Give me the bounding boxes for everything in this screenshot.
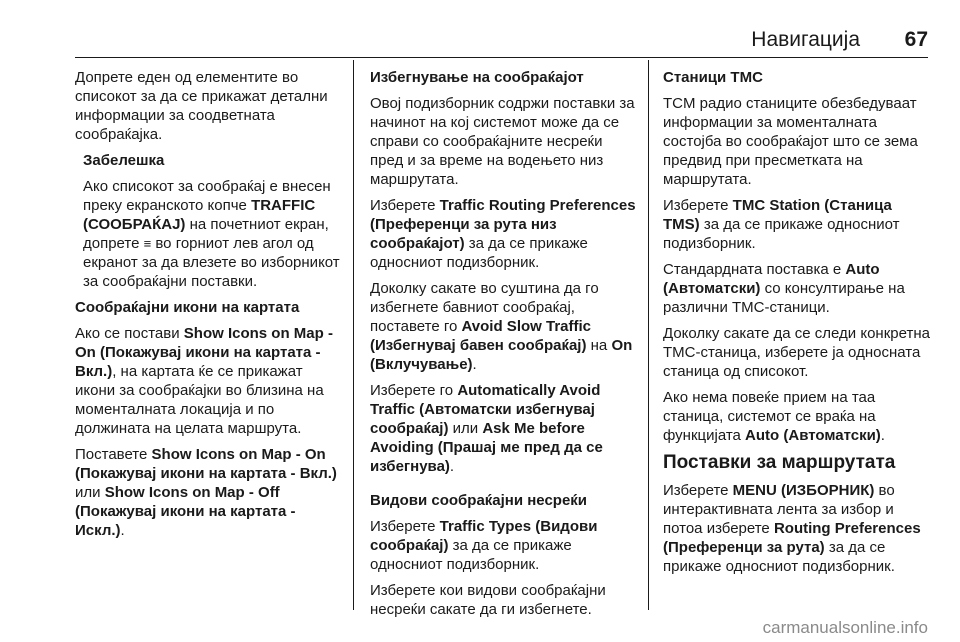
paragraph: Ако нема повеќе прием на таа станица, системот се враќа на функцијата Auto (Автоматски). (663, 389, 885, 444)
column-divider (648, 60, 649, 610)
paragraph: Изберете го Automatically Avoid Traffic (Автоматски избегнувај сообраќај) или Ask Me before Avoiding (Прашај ме пред да се избегнува). (370, 382, 603, 475)
note-box (75, 151, 345, 291)
note-text: Ако списокот за сообраќај е внесен преку екранското копче TRAFFIC (СООБРАЌАЈ) на почетниот екран, допрете ≡ во горниот лев агол од екранот за да влезете во изборникот за сообраќајни поставки. (83, 178, 340, 290)
paragraph: Поставете Show Icons on Map - On (Покажувај икони на картата - Вкл.) или Show Icons on Map - Off (Покажувај икони на картата - Искл.). (75, 446, 337, 539)
header-divider (75, 57, 928, 58)
subheading-tmc: Станици TMC (663, 69, 763, 86)
subheading-icons: Сообраќајни икони на картата (75, 299, 300, 316)
column-left (75, 68, 345, 547)
paragraph: Изберете Traffic Routing Preferences (Преференци за рута низ сообраќајот) за да се прикаже односниот подизборник. (370, 197, 636, 271)
menu-icon: ≡ (143, 236, 152, 251)
subheading-traffic-types: Видови сообраќајни несреќи (370, 492, 588, 509)
paragraph: Доколку сакате да се следи конкретна TMC-станица, изберете ја односната станица од списокот. (663, 325, 930, 380)
subheading-avoid-traffic: Избегнување на сообраќајот (370, 69, 584, 86)
paragraph: Изберете MENU (ИЗБОРНИК) во интерактивната лента за избор и потоа изберете Routing Preferences (Преференци за рута) за да се прикаже односниот подизборник. (663, 482, 921, 575)
column-middle (370, 68, 636, 626)
paragraph: Овој подизборник содржи поставки за начинот на кој системот може да се справи со сообраќајните несреќи пред и за време на водењето низ маршрутата. (370, 95, 635, 188)
paragraph: Изберете кои видови сообраќајни несреќи сакате да ги избегнете. (370, 582, 606, 618)
column-divider (353, 60, 354, 610)
paragraph: Стандардната поставка е Auto (Автоматски) со консултирање на различни TMC-станици. (663, 261, 905, 316)
paragraph: Изберете Traffic Types (Видови сообраќај) за да се прикаже односниот подизборник. (370, 518, 598, 573)
paragraph: Доколку сакате во суштина да го избегнете бавниот сообраќај, поставете го Avoid Slow Traffic (Избегнувај бавен сообраќај) на On (Вклучување). (370, 280, 633, 373)
paragraph: Ако се постави Show Icons on Map - On (Покажувај икони на картата - Вкл.), на картата ќе се прикажат икони за сообраќајки во близина на моменталната локација и по должината на целата маршрута. (75, 325, 333, 437)
chapter-title: Навигација (751, 28, 860, 51)
paragraph: TCM радио станиците обезбедуваат информации за моменталната состојба во сообраќајот што се зема предвид при пресметката на маршрутата. (663, 95, 918, 188)
paragraph: Допрете еден од елементите во списокот за да се прикажат детални информации за соодветната сообраќајка. (75, 69, 328, 143)
paragraph: Изберете TMC Station (Станица TMS) за да се прикаже односниот подизборник. (663, 197, 900, 252)
column-right (663, 68, 931, 583)
watermark: carmanualsonline.info (762, 618, 928, 637)
page-number: 67 (904, 28, 928, 51)
section-title-route-settings: Поставки за маршрутата (663, 452, 896, 473)
note-title: Забелешка (83, 152, 165, 169)
page-header (0, 0, 960, 58)
